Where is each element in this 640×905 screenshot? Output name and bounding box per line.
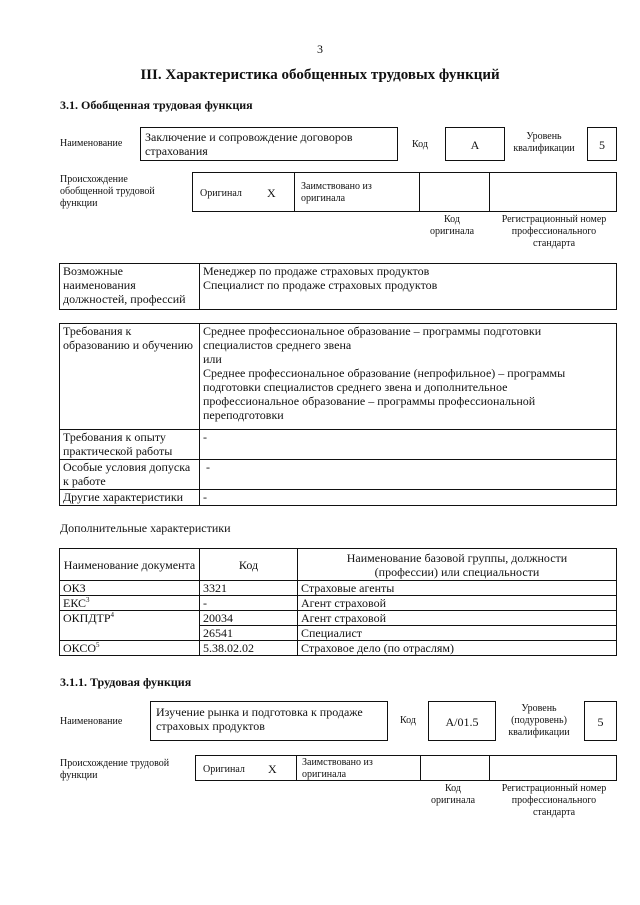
positions-table xyxy=(59,263,617,310)
row-name: Страховое дело (по отраслям) xyxy=(298,641,617,656)
row-name: Страховые агенты xyxy=(298,581,617,596)
additional-title: Дополнительные характеристики xyxy=(60,521,231,535)
education-line: специалистов среднего звена xyxy=(203,338,352,352)
tf-heading: 3.1.1. Трудовая функция xyxy=(60,675,192,689)
header-document: Наименование документа xyxy=(60,549,200,581)
row-code: 20034 xyxy=(200,611,298,626)
gtf-level-label: Уровень квалификации xyxy=(513,131,575,154)
header-name: Наименование базовой группы, должности (профессии) или специальности xyxy=(298,549,617,581)
tf-code-value: А/01.5 xyxy=(428,701,496,741)
tf-origin-label: Происхождение трудовой функции xyxy=(60,758,170,781)
row-doc: ОКСО$^5$ xyxy=(60,641,200,656)
gtf-reg-number-label: Регистрационный номер профессионального стандарта xyxy=(501,214,607,249)
tf-name-label: Наименование xyxy=(60,716,123,727)
divider xyxy=(296,756,297,780)
education-value xyxy=(200,324,617,430)
additional-table xyxy=(59,548,617,656)
row-doc: ОКЗ xyxy=(60,581,200,596)
row-doc: ОКПДТР$^4$ xyxy=(60,611,200,641)
education-line: переподготовки xyxy=(203,408,284,422)
tf-origin-row xyxy=(195,755,617,781)
divider xyxy=(419,173,420,211)
special-value: - xyxy=(200,460,617,490)
gtf-original-mark: X xyxy=(267,186,276,200)
education-line: Среднее профессиональное образование (непрофильное) – программы xyxy=(203,366,566,380)
row-code: 26541 xyxy=(200,626,298,641)
table-row xyxy=(60,581,617,596)
row-name: Агент страховой xyxy=(298,611,617,626)
experience-label: Требования к опыту практической работы xyxy=(60,430,200,460)
tf-name-value: Изучение рынка и подготовка к продаже страховых продуктов xyxy=(150,701,388,741)
position-item: Специалист по продаже страховых продуктов xyxy=(203,278,438,292)
positions-label: Возможные наименования должностей, профессий xyxy=(60,264,200,310)
gtf-code-original-label: Код оригинала xyxy=(429,214,475,237)
gtf-borrowed-label: Заимствовано из оригинала xyxy=(301,181,372,204)
position-item: Менеджер по продаже страховых продуктов xyxy=(203,264,430,278)
header-code: Код xyxy=(200,549,298,581)
tf-code-label: Код xyxy=(400,715,416,726)
row-name: Агент страховой xyxy=(298,596,617,611)
special-label: Особые условия допуска к работе xyxy=(60,460,200,490)
education-line: профессиональное образование – программы профессиональной xyxy=(203,394,536,408)
row-code: - xyxy=(200,596,298,611)
tf-original-label: Оригинал xyxy=(203,764,245,775)
table-row xyxy=(60,596,617,611)
table-row xyxy=(60,641,617,656)
gtf-code-value: А xyxy=(445,127,505,161)
education-line: Среднее профессиональное образование – программы подготовки xyxy=(203,324,542,338)
education-line: подготовки специалистов среднего звена и дополнительное xyxy=(203,380,508,394)
gtf-original-label: Оригинал xyxy=(200,188,242,199)
gtf-origin-label: Происхождение обобщенной трудовой функции xyxy=(60,174,155,209)
gtf-level-value: 5 xyxy=(587,127,617,161)
tf-original-mark: X xyxy=(268,762,277,776)
requirements-table xyxy=(59,323,617,506)
divider xyxy=(420,756,421,780)
tf-level-label: Уровень (подуровень) квалификации xyxy=(508,703,570,738)
tf-level-value: 5 xyxy=(584,701,617,741)
tf-code-original-label: Код оригинала xyxy=(430,783,476,806)
divider xyxy=(489,173,490,211)
divider xyxy=(294,173,295,211)
education-line: или xyxy=(203,352,222,366)
row-name: Специалист xyxy=(298,626,617,641)
row-code: 5.38.02.02 xyxy=(200,641,298,656)
gtf-code-label: Код xyxy=(412,139,428,150)
row-code: 3321 xyxy=(200,581,298,596)
divider xyxy=(489,756,490,780)
page-number: 3 xyxy=(317,42,323,56)
experience-value: - xyxy=(200,430,617,460)
gtf-origin-row xyxy=(192,172,617,212)
gtf-name-value: Заключение и сопровождение договоров страхования xyxy=(140,127,398,161)
tf-reg-number-label: Регистрационный номер профессионального стандарта xyxy=(501,783,607,818)
section-title: III. Характеристика обобщенных трудовых функций xyxy=(140,67,500,83)
row-doc: ЕКС$^3$ xyxy=(60,596,200,611)
gtf-name-label: Наименование xyxy=(60,138,123,149)
gtf-heading: 3.1. Обобщенная трудовая функция xyxy=(60,98,253,112)
positions-values xyxy=(200,264,617,310)
tf-borrowed-label: Заимствовано из оригинала xyxy=(302,757,373,780)
table-row xyxy=(60,611,617,626)
education-label: Требования к образованию и обучению xyxy=(60,324,200,430)
other-label: Другие характеристики xyxy=(60,490,200,506)
other-value: - xyxy=(200,490,617,506)
